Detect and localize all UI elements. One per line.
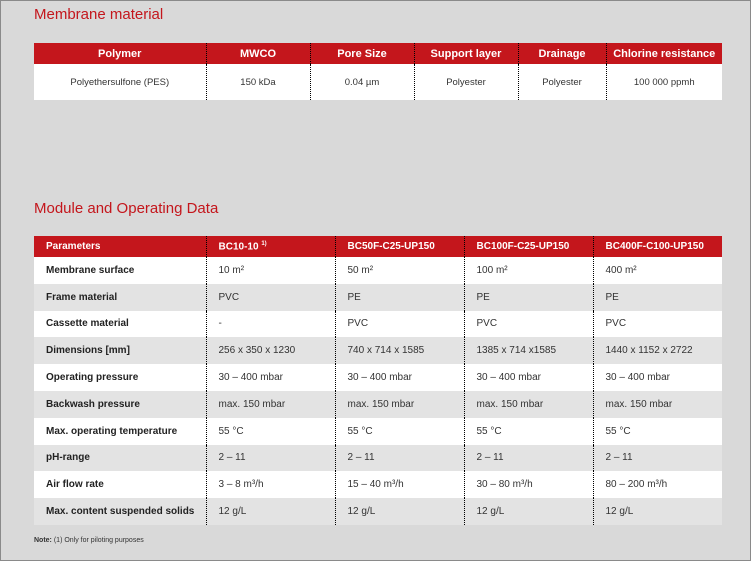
module-header-row	[34, 236, 722, 257]
module-section-title: Module and Operating Data	[34, 200, 219, 217]
membrane-cell: Polyester	[518, 64, 606, 100]
parameter-value: 55 °C	[206, 418, 335, 445]
table-row	[34, 284, 722, 311]
membrane-header-row	[34, 43, 722, 64]
module-header-cell	[206, 236, 335, 257]
parameter-label: pH-range	[34, 445, 206, 472]
parameter-value: 740 x 714 x 1585	[335, 337, 464, 364]
membrane-header-cell: Support layer	[414, 43, 518, 64]
parameter-label: Backwash pressure	[34, 391, 206, 418]
parameter-value: PVC	[464, 311, 593, 338]
table-row	[34, 498, 722, 525]
parameter-value: 12 g/L	[335, 498, 464, 525]
membrane-header-cell: Chlorine resistance	[606, 43, 722, 64]
membrane-cell: Polyethersulfone (PES)	[34, 64, 206, 100]
parameter-value: 256 x 350 x 1230	[206, 337, 335, 364]
parameter-value: 55 °C	[335, 418, 464, 445]
membrane-data-row	[34, 64, 722, 100]
parameter-value: 2 – 11	[464, 445, 593, 472]
parameter-value: 1440 x 1152 x 2722	[593, 337, 722, 364]
table-row	[34, 391, 722, 418]
module-header-cell: BC400F-C100-UP150	[593, 236, 722, 257]
parameter-label: Max. operating temperature	[34, 418, 206, 445]
membrane-table	[34, 43, 722, 100]
table-row	[34, 364, 722, 391]
membrane-cell: 100 000 ppmh	[606, 64, 722, 100]
note-label: Note:	[34, 537, 52, 544]
parameter-value: 1385 x 714 x1585	[464, 337, 593, 364]
membrane-header-cell: Pore Size	[310, 43, 414, 64]
parameter-label: Operating pressure	[34, 364, 206, 391]
parameter-value: 100 m²	[464, 257, 593, 284]
parameter-value: 2 – 11	[206, 445, 335, 472]
module-header-cell: BC50F-C25-UP150	[335, 236, 464, 257]
parameter-value: 12 g/L	[206, 498, 335, 525]
parameter-value: 30 – 400 mbar	[593, 364, 722, 391]
table-row	[34, 471, 722, 498]
module-header-cell: Parameters	[34, 236, 206, 257]
parameter-value: 30 – 400 mbar	[335, 364, 464, 391]
parameter-value: PVC	[335, 311, 464, 338]
parameter-label: Air flow rate	[34, 471, 206, 498]
parameter-value: 12 g/L	[593, 498, 722, 525]
module-table-body	[34, 257, 722, 525]
membrane-header-cell: MWCO	[206, 43, 310, 64]
parameter-value: max. 150 mbar	[335, 391, 464, 418]
parameter-value: max. 150 mbar	[206, 391, 335, 418]
parameter-value: 55 °C	[464, 418, 593, 445]
table-row	[34, 337, 722, 364]
table-row	[34, 418, 722, 445]
module-table	[34, 236, 722, 525]
parameter-value: PE	[464, 284, 593, 311]
parameter-label: Membrane surface	[34, 257, 206, 284]
parameter-label: Cassette material	[34, 311, 206, 338]
parameter-value: 15 – 40 m³/h	[335, 471, 464, 498]
membrane-cell: 0.04 µm	[310, 64, 414, 100]
parameter-value: 10 m²	[206, 257, 335, 284]
footnote-marker: 1)	[261, 240, 267, 247]
note-text: (1) Only for piloting purposes	[53, 537, 144, 544]
parameter-label: Dimensions [mm]	[34, 337, 206, 364]
membrane-section-title: Membrane material	[34, 6, 164, 23]
parameter-label: Max. content suspended solids	[34, 498, 206, 525]
footnote	[34, 537, 144, 544]
parameter-value: 30 – 400 mbar	[206, 364, 335, 391]
parameter-value: PE	[335, 284, 464, 311]
parameter-value: PE	[593, 284, 722, 311]
parameter-value: 30 – 80 m³/h	[464, 471, 593, 498]
table-row	[34, 257, 722, 284]
parameter-value: 2 – 11	[593, 445, 722, 472]
parameter-value: PVC	[206, 284, 335, 311]
module-header-cell: BC100F-C25-UP150	[464, 236, 593, 257]
parameter-value: max. 150 mbar	[593, 391, 722, 418]
membrane-header-cell: Polymer	[34, 43, 206, 64]
membrane-header-cell: Drainage	[518, 43, 606, 64]
parameter-value: 80 – 200 m³/h	[593, 471, 722, 498]
parameter-label: Frame material	[34, 284, 206, 311]
membrane-cell: 150 kDa	[206, 64, 310, 100]
parameter-value: 50 m²	[335, 257, 464, 284]
parameter-value: 12 g/L	[464, 498, 593, 525]
parameter-value: PVC	[593, 311, 722, 338]
parameter-value: 30 – 400 mbar	[464, 364, 593, 391]
parameter-value: 400 m²	[593, 257, 722, 284]
parameter-value: max. 150 mbar	[464, 391, 593, 418]
parameter-value: -	[206, 311, 335, 338]
table-row	[34, 445, 722, 472]
membrane-cell: Polyester	[414, 64, 518, 100]
module-header-label: BC10-10	[218, 241, 259, 253]
parameter-value: 2 – 11	[335, 445, 464, 472]
parameter-value: 55 °C	[593, 418, 722, 445]
parameter-value: 3 – 8 m³/h	[206, 471, 335, 498]
table-row	[34, 311, 722, 338]
